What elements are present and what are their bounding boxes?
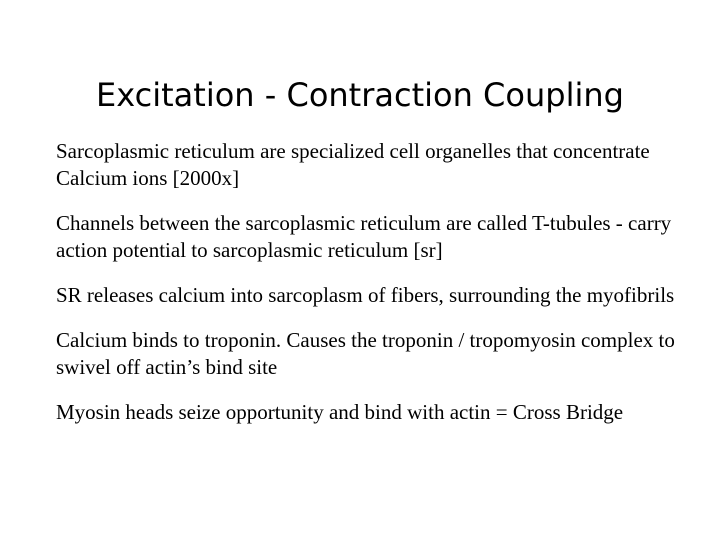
bullet-sarcoplasmic-reticulum: Sarcoplasmic reticulum are specialized cell organelles that concentrate Calcium ions [2000x] bbox=[56, 139, 650, 190]
bullet-t-tubules: Channels between the sarcoplasmic reticulum are called T-tubules - carry action potential to sarcoplasmic reticulum [sr] bbox=[56, 211, 672, 262]
bullet-list bbox=[56, 138, 676, 444]
bullet-myosin-cross-bridge: Myosin heads seize opportunity and bind with actin = Cross Bridge bbox=[56, 400, 624, 424]
slide-title: Excitation - Contraction Coupling bbox=[96, 76, 624, 114]
bullet-calcium-binds-troponin: Calcium binds to troponin. Causes the troponin / tropomyosin complex to swivel off actin’s bind site bbox=[56, 328, 675, 379]
bullet-sr-releases-calcium: SR releases calcium into sarcoplasm of fibers, surrounding the myofibrils bbox=[56, 283, 675, 307]
